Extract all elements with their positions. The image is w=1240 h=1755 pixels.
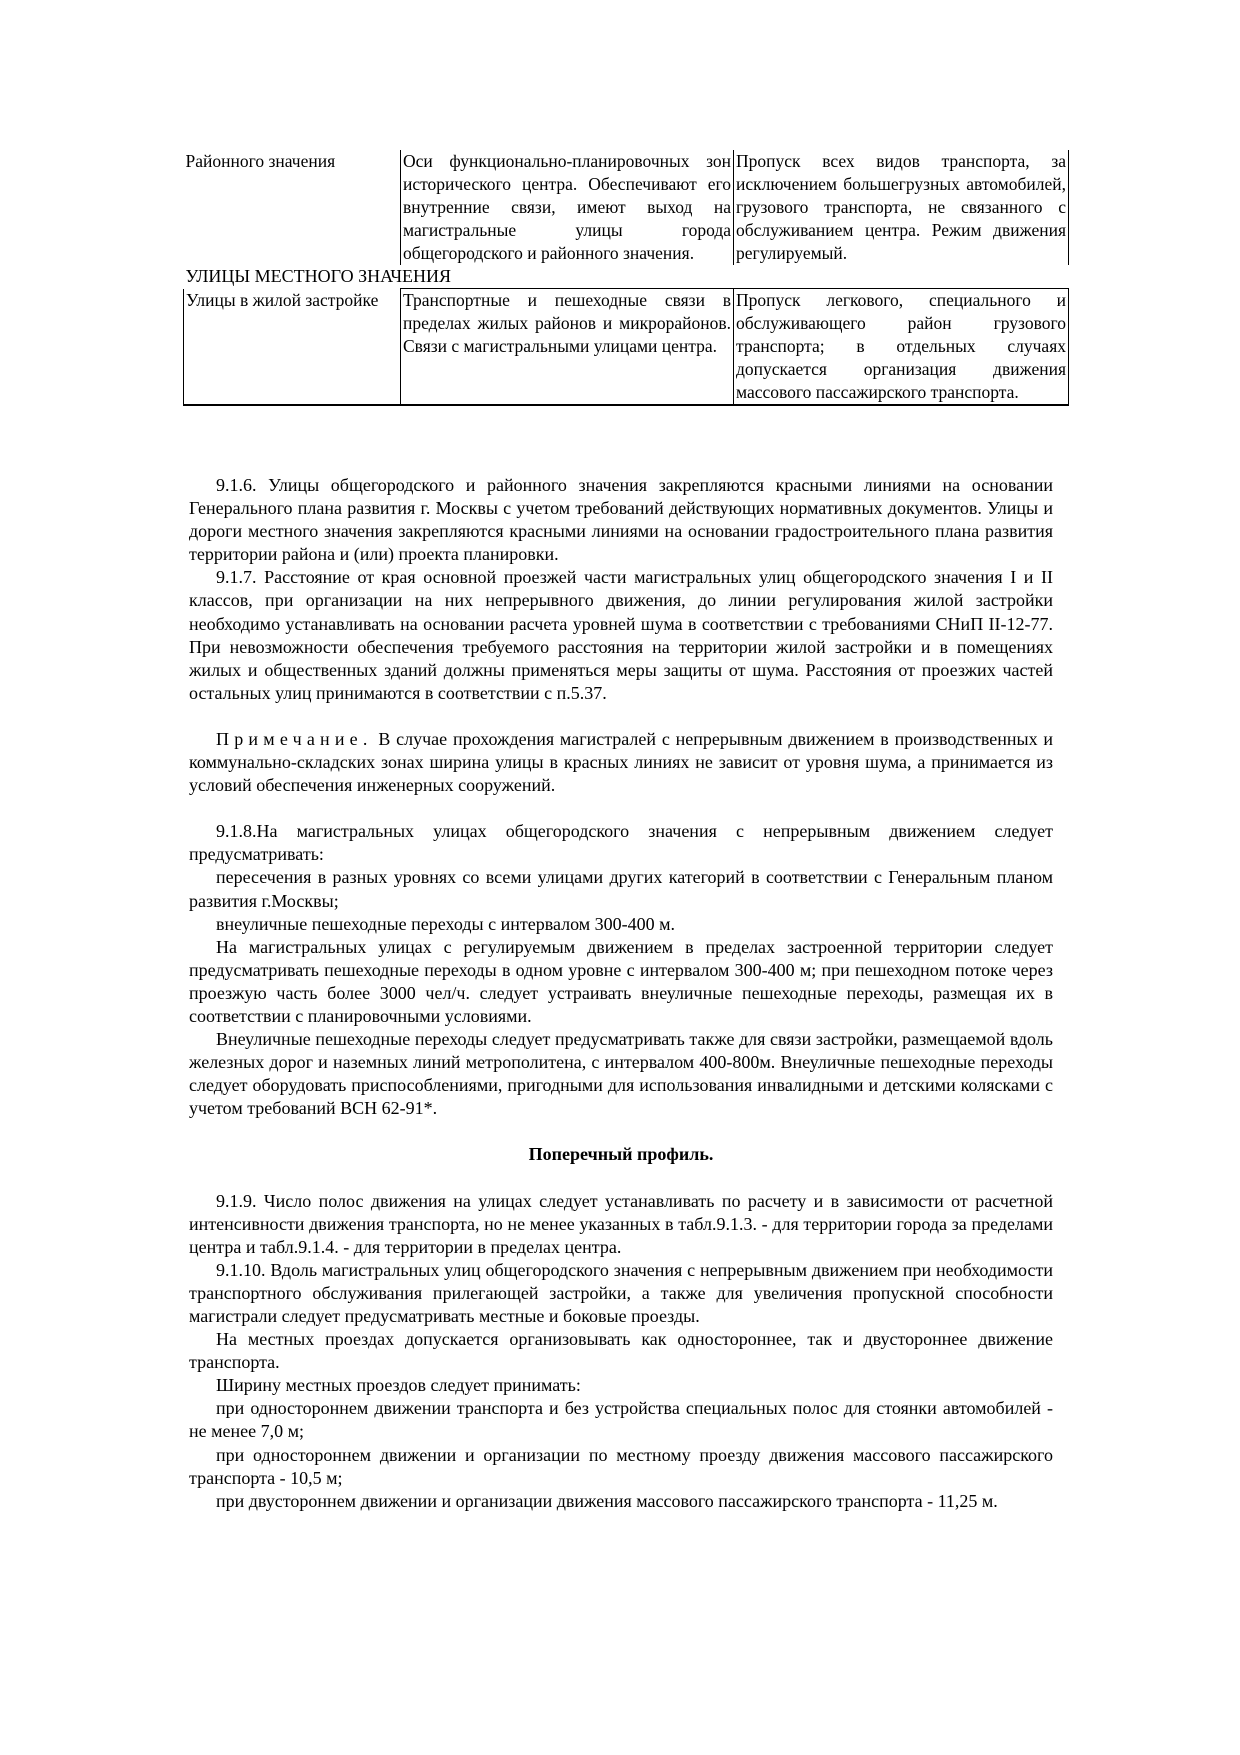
list-item: пересечения в разных уровнях со всеми улицами других категорий в соответствии с Генеральным планом развития г.Москвы; <box>189 867 1053 911</box>
table-cell-traffic: Пропуск легкового, специального и обслуживающего район грузового транспорта; в отдельных случаях допускается организация движения массового пассажирского транспорта. <box>734 289 1069 406</box>
note-body: В случае прохождения магистралей с непрерывным движением в производственных и коммунально-складских зонах ширина улицы в красных линиях не зависит от уровня шума, а принимается из условий обеспечения инженерных сооружений. <box>189 728 1053 796</box>
table-cell-traffic: Пропуск всех видов транспорта, за исключением большегрузных автомобилей, грузового транспорта, не связанного с обслуживанием центра. Режим движения регулируемый. <box>734 150 1069 265</box>
table-row <box>184 289 1069 406</box>
paragraph: На местных проездах допускается организовывать как одностороннее, так и двустороннее движение транспорта. <box>189 1329 1053 1373</box>
spacer <box>189 797 1053 820</box>
paragraph-9-1-9: 9.1.9. Число полос движения на улицах следует устанавливать по расчету и в зависимости от расчетной интенсивности движения транспорта, но не менее указанных в табл.9.1.3. - для территории города за пределами центра и табл.9.1.4. - для территории в пределах центра. <box>189 1190 1053 1257</box>
table-cell-purpose: Оси функционально-планировочных зон исторического центра. Обеспечивают его внутренние связи, имеют выход на магистральные улицы города общегородского и районного значения. <box>401 150 734 265</box>
table-cell-purpose: Транспортные и пешеходные связи в пределах жилых районов и микрорайонов. Связи с магистральными улицами центра. <box>401 289 734 406</box>
list-item: при одностороннем движении и организации по местному проезду движения массового пассажирского транспорта - 10,5 м; <box>189 1444 1053 1488</box>
note-label: Примечание. <box>216 728 373 749</box>
table-cell-street-type: Улицы в жилой застройке <box>184 289 401 406</box>
paragraph: На магистральных улицах с регулируемым движением в пределах застроенной территории следует предусматривать пешеходные переходы в одном уровне с интервалом 300-400 м; при пешеходном потоке через проезжую часть более 3000 чел/ч. следует устраивать внеуличные пешеходные переходы, размещая их в соответствии с планировочными условиями. <box>189 936 1053 1026</box>
document-body <box>189 474 1053 1513</box>
paragraph: Ширину местных проездов следует принимать: <box>216 1375 581 1396</box>
table-cell-street-type: Районного значения <box>184 150 401 265</box>
street-classification-table <box>183 150 1069 406</box>
section-heading: Поперечный профиль. <box>528 1144 714 1165</box>
table-row <box>184 150 1069 265</box>
paragraph: Внеуличные пешеходные переходы следует предусматривать также для связи застройки, размещаемой вдоль железных дорог и наземных линий метрополитена, с интервалом 400-800м. Внеуличные пешеходные переходы следует оборудовать приспособлениями, пригодными для использования инвалидными и детскими колясками с учетом требований ВСН 62-91*. <box>189 1029 1053 1119</box>
paragraph-9-1-8: 9.1.8.На магистральных улицах общегородского значения с непрерывным движением следует предусматривать: <box>189 821 1053 865</box>
spacer <box>189 1167 1053 1190</box>
list-item: при одностороннем движении транспорта и без устройства специальных полос для стоянки автомобилей - не менее 7,0 м; <box>189 1398 1053 1442</box>
list-item: внеуличные пешеходные переходы с интервалом 300-400 м. <box>216 913 676 934</box>
spacer <box>189 1120 1053 1143</box>
spacer <box>189 705 1053 728</box>
paragraph-9-1-7: 9.1.7. Расстояние от края основной проезжей части магистральных улиц общегородского значения I и II классов, при организации на них непрерывного движения, до линии регулирования жилой застройки необходимо устанавливать на основании расчета уровней шума в соответствии с требованиями СНиП II-12-77. При невозможности обеспечения требуемого расстояния на территории жилой застройки и в помещениях жилых и общественных зданий должны применяться меры защиты от шума. Расстояния от проезжих частей остальных улиц принимаются в соответствии с п.5.37. <box>189 567 1053 703</box>
table-section-title: УЛИЦЫ МЕСТНОГО ЗНАЧЕНИЯ <box>185 266 452 286</box>
note-paragraph <box>189 728 1053 797</box>
paragraph-9-1-6: 9.1.6. Улицы общегородского и районного значения закрепляются красными линиями на основании Генерального плана развития г. Москвы с учетом требований действующих нормативных документов. Улицы и дороги местного значения закрепляются красными линиями на основании градостроительного плана развития территории района и (или) проекта планировки. <box>189 475 1053 565</box>
table-section-row <box>184 265 1069 289</box>
paragraph-9-1-10: 9.1.10. Вдоль магистральных улиц общегородского значения с непрерывным движением при необходимости транспортного обслуживания прилегающей застройки, а также для увеличения пропускной способности магистрали следует предусматривать местные и боковые проезды. <box>189 1259 1053 1326</box>
list-item: при двустороннем движении и организации движения массового пассажирского транспорта - 11,25 м. <box>216 1490 998 1511</box>
